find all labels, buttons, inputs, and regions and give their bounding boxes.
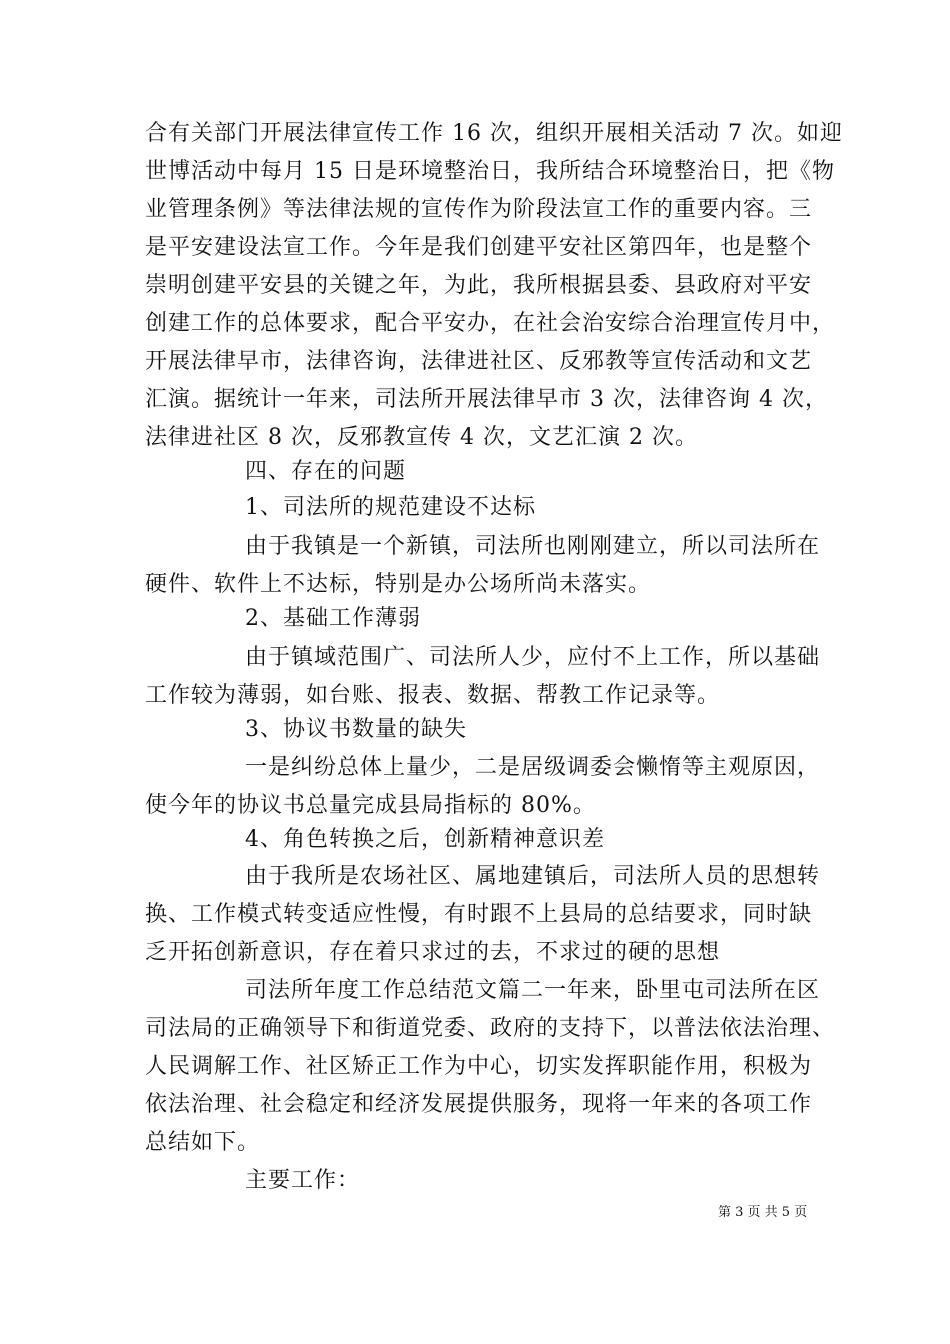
text-line: 由于我镇是一个新镇，司法所也刚刚建立，所以司法所在	[245, 534, 821, 559]
text-line: 总结如下。	[145, 1130, 261, 1155]
text-line: 合有关部门开展法律宣传工作 16 次，组织开展相关活动 7 次。如迎	[145, 121, 843, 146]
text-line: 汇演。据统计一年来，司法所开展法律早市 3 次，法律咨询 4 次，	[145, 387, 828, 412]
text-line: 使今年的协议书总量完成县局指标的 80%。	[145, 793, 596, 818]
text-line: 由于镇域范围广、司法所人少，应付不上工作，所以基础	[245, 645, 821, 670]
text-line: 硬件、软件上不达标，特别是办公场所尚未落实。	[145, 572, 652, 597]
text-line: 创建工作的总体要求，配合平安办，在社会治安综合治理宣传月中，	[145, 311, 836, 336]
text-line: 一是纠纷总体上量少，二是居级调委会懒惰等主观原因，	[245, 755, 821, 780]
text-line: 司法所年度工作总结范文篇二一年来，卧里屯司法所在区	[245, 978, 821, 1003]
text-line: 法律进社区 8 次，反邪教宣传 4 次，文艺汇演 2 次。	[145, 425, 698, 450]
subsection-heading: 3、协议书数量的缺失	[245, 717, 467, 742]
text-line: 业管理条例》等法律法规的宣传作为阶段法宣工作的重要内容。三	[145, 197, 813, 222]
page-number-footer: 第 3 页 共 5 页	[718, 1205, 808, 1220]
subsection-heading: 4、角色转换之后，创新精神意识差	[245, 827, 605, 852]
section-heading: 四、存在的问题	[245, 459, 407, 484]
text-line: 崇明创建平安县的关键之年，为此，我所根据县委、县政府对平安	[145, 273, 813, 298]
text-line: 依法治理、社会稳定和经济发展提供服务，现将一年来的各项工作	[145, 1092, 813, 1117]
text-line: 司法局的正确领导下和街道党委、政府的支持下，以普法依法治理、	[145, 1016, 836, 1041]
text-line: 乏开拓创新意识，存在着只求过的去，不求过的硬的思想	[145, 940, 721, 965]
text-line: 开展法律早市，法律咨询，法律进社区、反邪教等宣传活动和文艺	[145, 349, 813, 374]
text-line: 人民调解工作、社区矫正工作为中心，切实发挥职能作用，积极为	[145, 1054, 813, 1079]
subsection-heading: 2、基础工作薄弱	[245, 606, 421, 631]
subsection-heading: 1、司法所的规范建设不达标	[245, 495, 536, 520]
text-line: 世博活动中每月 15 日是环境整治日，我所结合环境整治日，把《物	[145, 159, 835, 184]
text-line: 工作较为薄弱，如台账、报表、数据、帮教工作记录等。	[145, 683, 721, 708]
subsection-heading: 主要工作：	[245, 1168, 361, 1193]
text-line: 换、工作模式转变适应性慢，有时跟不上县局的总结要求，同时缺	[145, 902, 813, 927]
text-line: 由于我所是农场社区、属地建镇后，司法所人员的思想转	[245, 864, 821, 889]
text-line: 是平安建设法宣工作。今年是我们创建平安社区第四年，也是整个	[145, 235, 813, 260]
